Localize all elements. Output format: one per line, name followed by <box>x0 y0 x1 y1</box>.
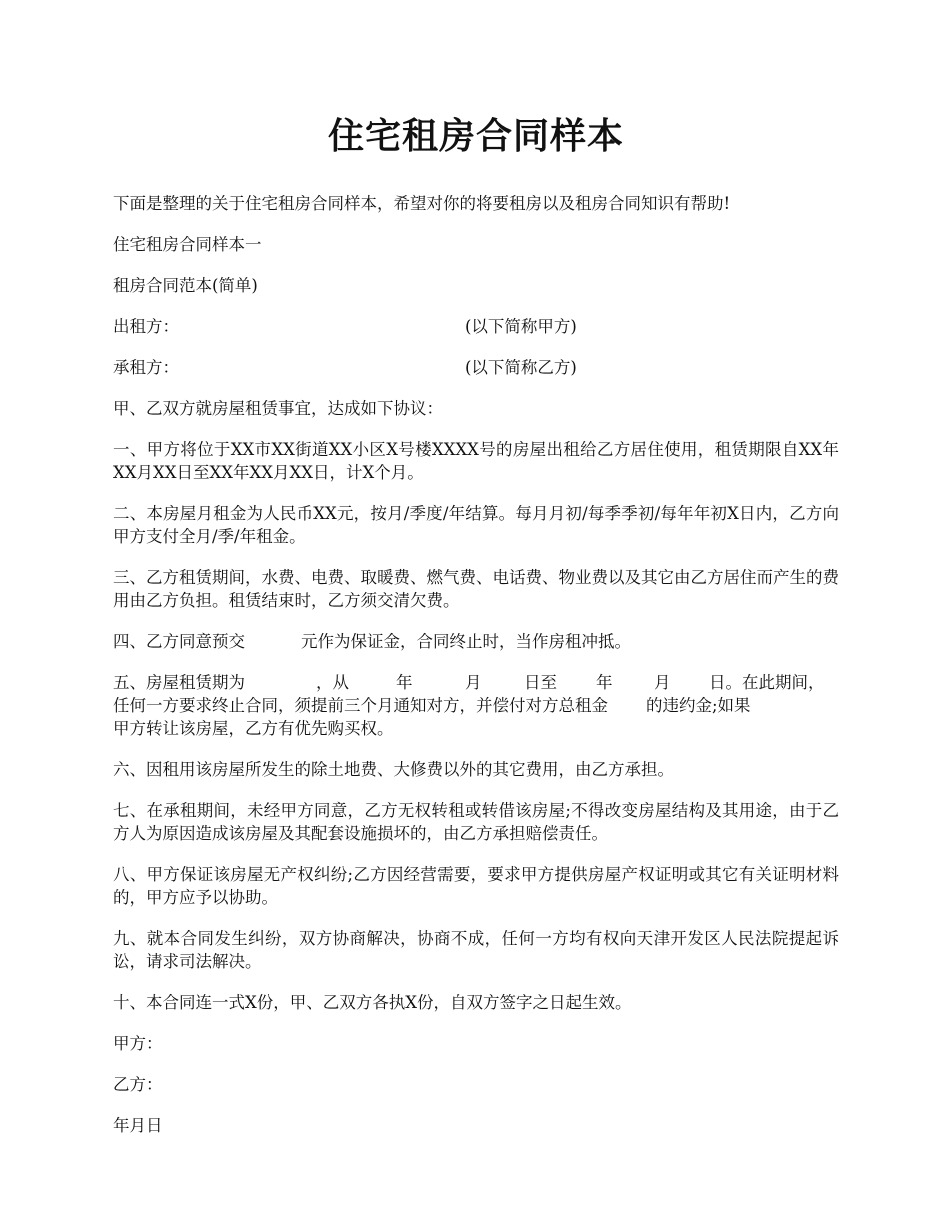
clause-5-text-3: 年 <box>396 673 413 692</box>
clause-5-text-4: 月 <box>465 673 482 692</box>
lessee-line <box>113 356 839 379</box>
subtitle: 租房合同范本(简单) <box>113 276 258 295</box>
clause-1: 一、甲方将位于XX市XX街道XX小区X号楼XXXX号的房屋出租给乙方居住使用，租赁期限自XX年XX月XX日至XX年XX月XX日，计X个月。 <box>113 440 839 482</box>
document-page <box>113 110 839 1155</box>
clause-5 <box>113 671 839 740</box>
lessee-label: 承租方： <box>113 358 179 377</box>
clause-10: 十、本合同连一式X份，甲、乙双方各执X份，自双方签字之日起生效。 <box>113 993 632 1012</box>
section-title: 住宅租房合同样本一 <box>113 235 262 254</box>
clause-9: 九、就本合同发生纠纷，双方协商解决，协商不成，任何一方均有权向天津开发区人民法院提起诉讼，请求司法解决。 <box>113 929 839 971</box>
clause-5-text-1: 五、房屋租赁期为 <box>113 673 245 692</box>
clause-5-line-2 <box>113 694 839 717</box>
clause-5-line-1 <box>113 671 839 694</box>
clause-4-part-b: 元作为保证金，合同终止时，当作房租冲抵。 <box>301 632 631 651</box>
clause-2: 二、本房屋月租金为人民币XX元，按月/季度/年结算。每月月初/每季季初/每年年初X日内，乙方向甲方支付全月/季/年租金。 <box>113 504 839 546</box>
document-title: 住宅租房合同样本 <box>327 115 624 157</box>
intro-paragraph: 下面是整理的关于住宅租房合同样本，希望对你的将要租房以及租房合同知识有帮助! <box>113 194 731 213</box>
lessee-note: (以下简称乙方) <box>465 358 577 377</box>
lessor-label: 出租方： <box>113 317 179 336</box>
clause-5-text-7: 月 <box>654 673 671 692</box>
clause-4-part-a: 四、乙方同意预交 <box>113 632 245 651</box>
clause-8: 八、甲方保证该房屋无产权纠纷;乙方因经营需要，要求甲方提供房屋产权证明或其它有关证明材料的，甲方应予以协助。 <box>113 865 839 907</box>
clause-5-line-3: 甲方转让该房屋，乙方有优先购买权。 <box>113 719 394 738</box>
clause-5-text-10: 的违约金;如果 <box>646 696 751 715</box>
clause-4 <box>113 630 839 653</box>
signature-party-a: 甲方： <box>113 1034 163 1053</box>
clause-3: 三、乙方租赁期间，水费、电费、取暖费、燃气费、电话费、物业费以及其它由乙方居住而产生的费用由乙方负担。租赁结束时，乙方须交清欠费。 <box>113 568 839 610</box>
clause-5-text-8: 日。在此期间， <box>709 673 825 692</box>
signature-party-b: 乙方： <box>113 1075 163 1094</box>
signature-date: 年月日 <box>113 1116 163 1135</box>
preamble: 甲、乙双方就房屋租赁事宜，达成如下协议： <box>113 399 443 418</box>
clause-5-text-2: ，从 <box>316 673 349 692</box>
clause-5-text-5: 日至 <box>524 673 557 692</box>
clause-7: 七、在承租期间，未经甲方同意，乙方无权转租或转借该房屋;不得改变房屋结构及其用途，由于乙方人为原因造成该房屋及其配套设施损坏的，由乙方承担赔偿责任。 <box>113 801 839 843</box>
clause-5-text-6: 年 <box>596 673 613 692</box>
lessor-note: (以下简称甲方) <box>465 317 577 336</box>
clause-5-text-9: 任何一方要求终止合同，须提前三个月通知对方，并偿付对方总租金 <box>113 696 608 715</box>
clause-6: 六、因租用该房屋所发生的除土地费、大修费以外的其它费用，由乙方承担。 <box>113 760 674 779</box>
lessor-line <box>113 315 839 338</box>
